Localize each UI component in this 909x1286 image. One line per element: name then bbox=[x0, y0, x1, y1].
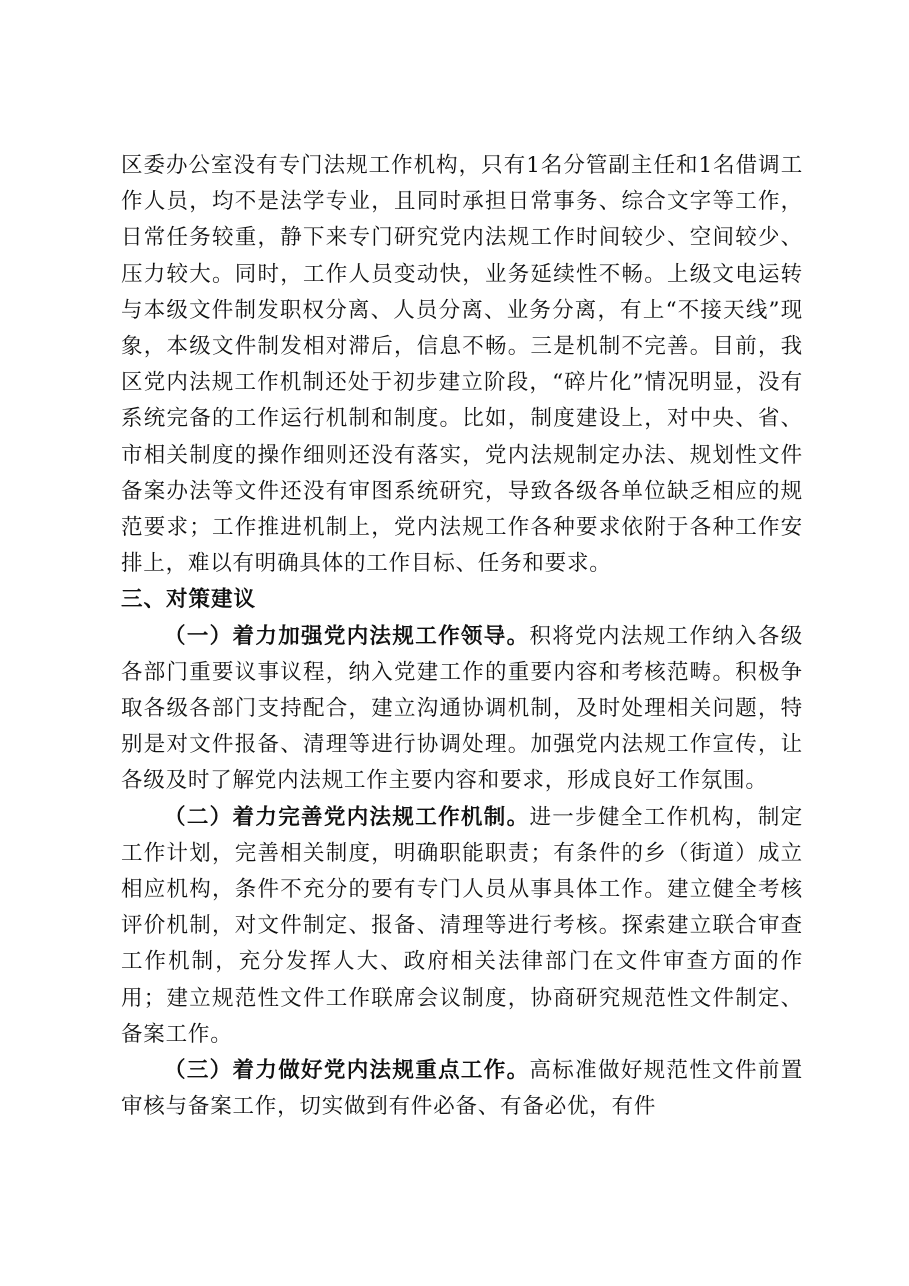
list-item bbox=[121, 1053, 803, 1125]
item-body-text: 高标准做好规范性文件前置审核与备案工作，切实做到有件必备、有备必优，有件 bbox=[121, 1058, 803, 1120]
section-heading: 三、对策建议 bbox=[121, 587, 257, 613]
item-lead-heading: （三）着力做好党内法规重点工作。 bbox=[164, 1058, 530, 1084]
item-lead-heading: （二）着力完善党内法规工作机制。 bbox=[164, 804, 530, 830]
list-item bbox=[121, 619, 803, 800]
body-paragraph: 区委办公室没有专门法规工作机构，只有1名分管副主任和1名借调工作人员，均不是法学专业，且同时承担日常事务、综合文字等工作，日常任务较重，静下来专门研究党内法规工作时间较少、空间较少、压力较大。同时，工作人员变动快，业务延续性不畅。上级文电运转与本级文件制发职权分离、人员分离、业务分离，有上“不接天线”现象，本级文件制发相对滞后，信息不畅。三是机制不完善。目前，我区党内法规工作机制还处于初步建立阶段，“碎片化”情况明显，没有系统完备的工作运行机制和制度。比如，制度建设上，对中央、省、市相关制度的操作细则还没有落实，党内法规制定办法、规划性文件备案办法等文件还没有审图系统研究，导致各级各单位缺乏相应的规范要求；工作推进机制上，党内法规工作各种要求依附于各种工作安排上，难以有明确具体的工作目标、任务和要求。 bbox=[121, 153, 803, 577]
item-body-text: 积将党内法规工作纳入各级各部门重要议事议程，纳入党建工作的重要内容和考核范畴。积极争取各级各部门支持配合，建立沟通协调机制，及时处理相关问题，特别是对文件报备、清理等进行协调处理。加强党内法规工作宣传，让各级及时了解党内法规工作主要内容和要求，形成良好工作氛围。 bbox=[121, 623, 803, 794]
list-item bbox=[121, 800, 803, 1053]
document-body bbox=[121, 148, 803, 1125]
item-lead-heading: （一）着力加强党内法规工作领导。 bbox=[164, 623, 530, 649]
item-body-text: 进一步健全工作机构，制定工作计划，完善相关制度，明确职能职责；有条件的乡（街道）成立相应机构，条件不充分的要有专门人员从事具体工作。建立健全考核评价机制，对文件制定、报备、清理等进行考核。探索建立联合审查工作机制，充分发挥人大、政府相关法律部门在文件审查方面的作用；建立规范性文件工作联席会议制度，协商研究规范性文件制定、备案工作。 bbox=[121, 804, 803, 1047]
